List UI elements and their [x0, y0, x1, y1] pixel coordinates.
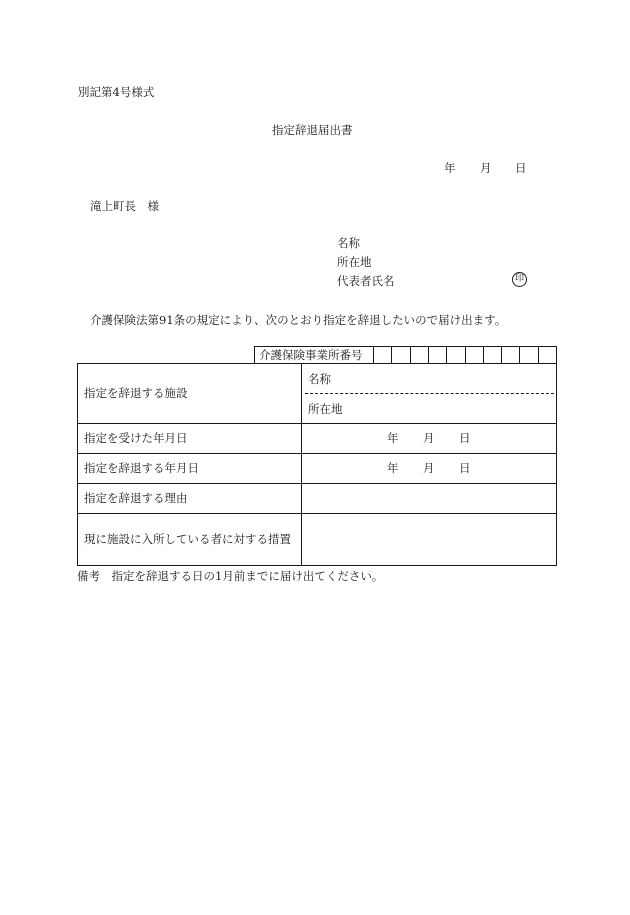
provider-number-digit-box[interactable] [538, 347, 556, 363]
withdrawal-month: 月 [423, 461, 435, 475]
designation-month: 月 [423, 431, 435, 445]
withdrawal-year: 年 [387, 461, 399, 475]
seal-mark: 印 [512, 272, 527, 287]
facility-address-label: 所在地 [308, 402, 343, 416]
footnote: 備考 指定を辞退する日の1月前までに届け出てください。 [77, 569, 384, 583]
provider-number-digit-box[interactable] [391, 347, 409, 363]
designation-date-label: 指定を受けた年月日 [84, 431, 188, 445]
facility-label: 指定を辞退する施設 [84, 386, 188, 400]
applicant-rep-label: 代表者氏名 [337, 274, 395, 288]
addressee: 滝上町長 様 [90, 199, 159, 213]
form-code: 別記第4号様式 [78, 85, 155, 99]
date-year-label: 年 [444, 161, 456, 175]
provider-number-digit-box[interactable] [410, 347, 428, 363]
applicant-name-label: 名称 [337, 236, 360, 250]
date-month-label: 月 [480, 161, 492, 175]
measures-label: 現に施設に入所している者に対する措置 [84, 532, 291, 546]
facility-name-label: 名称 [308, 372, 331, 386]
applicant-address-label: 所在地 [337, 255, 372, 269]
provider-number-digit-box[interactable] [373, 347, 391, 363]
designation-year: 年 [387, 431, 399, 445]
provider-number-label: 介護保険事業所番号 [259, 348, 363, 362]
withdrawal-day: 日 [459, 461, 471, 475]
provider-number-digit-box[interactable] [428, 347, 446, 363]
date-day-label: 日 [515, 161, 527, 175]
reason-label: 指定を辞退する理由 [84, 491, 188, 505]
provider-number-digit-box[interactable] [483, 347, 501, 363]
document-title: 指定辞退届出書 [272, 123, 353, 137]
provider-number-digit-box[interactable] [519, 347, 537, 363]
provider-number-digit-box[interactable] [465, 347, 483, 363]
provider-number-digit-box[interactable] [446, 347, 464, 363]
withdrawal-date-label: 指定を辞退する年月日 [84, 461, 199, 475]
designation-day: 日 [459, 431, 471, 445]
statement: 介護保険法第91条の規定により、次のとおり指定を辞退したいので届け出ます。 [90, 313, 507, 327]
provider-number-digit-box[interactable] [501, 347, 519, 363]
